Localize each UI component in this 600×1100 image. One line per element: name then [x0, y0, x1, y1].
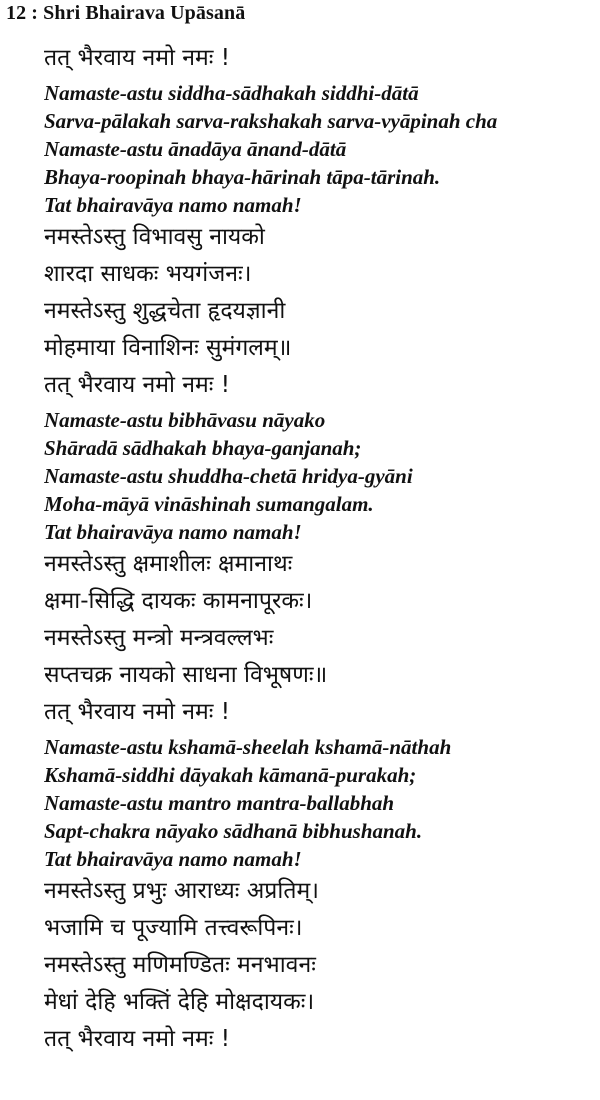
verse-line-devanagari: तत् भैरवाय नमो नमः !	[44, 45, 230, 71]
verse-line-transliteration: Namaste-astu siddha-sādhakah siddhi-dātā	[44, 81, 419, 105]
verse-block	[44, 40, 596, 1058]
verse-line-transliteration: Namaste-astu ānadāya ānand-dātā	[44, 137, 347, 161]
verse-line-devanagari: मेधां देहि भक्तिं देहि मोक्षदायकः।	[44, 989, 315, 1015]
verse-line-transliteration: Namaste-astu kshamā-sheelah kshamā-nāthah	[44, 735, 452, 759]
verse-line-transliteration: Namaste-astu bibhāvasu nāyako	[44, 408, 326, 432]
verse-line-devanagari: नमस्तेऽस्तु शुद्धचेता हृदयज्ञानी	[44, 298, 286, 324]
verse-line-transliteration: Tat bhairavāya namo namah!	[44, 847, 302, 871]
verse-line-devanagari: क्षमा-सिद्धि दायकः कामनापूरकः।	[44, 588, 313, 614]
page-header: 12 : Shri Bhairava Upāsanā	[6, 2, 246, 24]
verse-line-transliteration: Moha-māyā vināshinah sumangalam.	[44, 492, 374, 516]
verse-line-transliteration: Namaste-astu shuddha-chetā hridya-gyāni	[44, 464, 413, 488]
verse-line-transliteration: Namaste-astu mantro mantra-ballabhah	[44, 791, 395, 815]
verse-line-devanagari: नमस्तेऽस्तु मन्त्रो मन्त्रवल्लभः	[44, 625, 274, 651]
verse-line-devanagari: शारदा साधकः भयगंजनः।	[44, 261, 252, 287]
verse-line-devanagari: मोहमाया विनाशिनः सुमंगलम्॥	[44, 335, 292, 361]
verse-line-transliteration: Kshamā-siddhi dāyakah kāmanā-purakah;	[44, 763, 417, 787]
verse-line-transliteration: Tat bhairavāya namo namah!	[44, 520, 302, 544]
verse-line-transliteration: Bhaya-roopinah bhaya-hārinah tāpa-tārinah.	[44, 165, 441, 189]
verse-line-devanagari: नमस्तेऽस्तु क्षमाशीलः क्षमानाथः	[44, 551, 293, 577]
verse-line-transliteration: Sapt-chakra nāyako sādhanā bibhushanah.	[44, 819, 423, 843]
verse-line-devanagari: भजामि च पूज्यामि तत्त्वरूपिनः।	[44, 915, 303, 941]
verse-line-devanagari: सप्तचक्र नायको साधना विभूषणः॥	[44, 662, 328, 688]
verse-line-transliteration: Tat bhairavāya namo namah!	[44, 193, 302, 217]
verse-line-transliteration: Sarva-pālakah sarva-rakshakah sarva-vyāpinah cha	[44, 109, 498, 133]
verse-line-devanagari: तत् भैरवाय नमो नमः !	[44, 699, 230, 725]
verse-line-devanagari: नमस्तेऽस्तु प्रभुः आराध्यः अप्रतिम्।	[44, 878, 319, 904]
verse-line-transliteration: Shāradā sādhakah bhaya-ganjanah;	[44, 436, 362, 460]
verse-line-devanagari: नमस्तेऽस्तु मणिमण्डितः मनभावनः	[44, 952, 316, 978]
verse-line-devanagari: तत् भैरवाय नमो नमः !	[44, 1026, 230, 1052]
verse-line-devanagari: तत् भैरवाय नमो नमः !	[44, 372, 230, 398]
verse-line-devanagari: नमस्तेऽस्तु विभावसु नायको	[44, 224, 265, 250]
